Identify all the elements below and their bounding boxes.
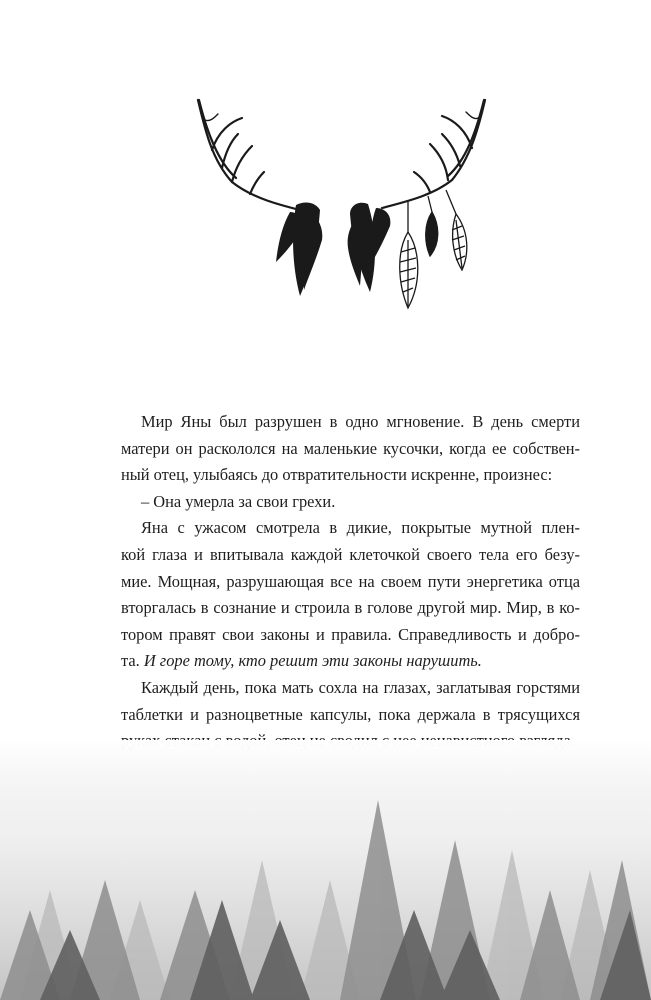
story-text bbox=[101, 409, 580, 755]
antlers-with-feathers-illustration bbox=[0, 0, 651, 340]
right-dark-feathers-icon bbox=[348, 203, 391, 292]
text-line: матери он раскололся на маленькие кусочки, когда ее собствен- bbox=[121, 438, 580, 458]
right-antler-icon bbox=[382, 100, 485, 208]
paragraph-1 bbox=[101, 409, 580, 489]
paragraph-3 bbox=[101, 515, 580, 675]
text-line: Яна с ужасом смотрела в дикие, покрытые мутной плен- bbox=[141, 518, 580, 538]
text-line: Каждый день, пока мать сохла на глазах, заглатывая горстями bbox=[141, 677, 580, 697]
text-line: вторгалась в сознание и строила в голове другой мир. Мир, в ко- bbox=[121, 598, 580, 618]
left-antler-icon bbox=[198, 100, 300, 210]
paragraph-2 bbox=[101, 489, 580, 516]
misty-forest-illustration bbox=[0, 740, 651, 1000]
text-fragment: та. bbox=[121, 651, 140, 671]
text-line-with-italic bbox=[101, 648, 580, 675]
text-line: таблетки и разноцветные капсулы, пока держала в трясущихся bbox=[121, 704, 580, 724]
text-line: Мир Яны был разрушен в одно мгновение. В день смерти bbox=[141, 412, 580, 431]
text-line: тором правят свои законы и правила. Справедливость и добро- bbox=[121, 624, 580, 644]
hanging-feathers-icon bbox=[400, 190, 467, 308]
italic-sentence: И горе тому, кто решит эти законы нарушить. bbox=[143, 651, 482, 671]
text-line: мие. Мощная, разрушающая все на своем пути энергетика отца bbox=[121, 571, 580, 591]
text-line: кой глаза и впитывала каждой клеточкой своего тела его безу- bbox=[121, 544, 580, 564]
text-line: ный отец, улыбаясь до отвратительности искренне, произнес: bbox=[121, 465, 553, 485]
left-dark-feathers-icon bbox=[276, 203, 322, 296]
dialog-line: – Она умерла за свои грехи. bbox=[141, 491, 336, 511]
